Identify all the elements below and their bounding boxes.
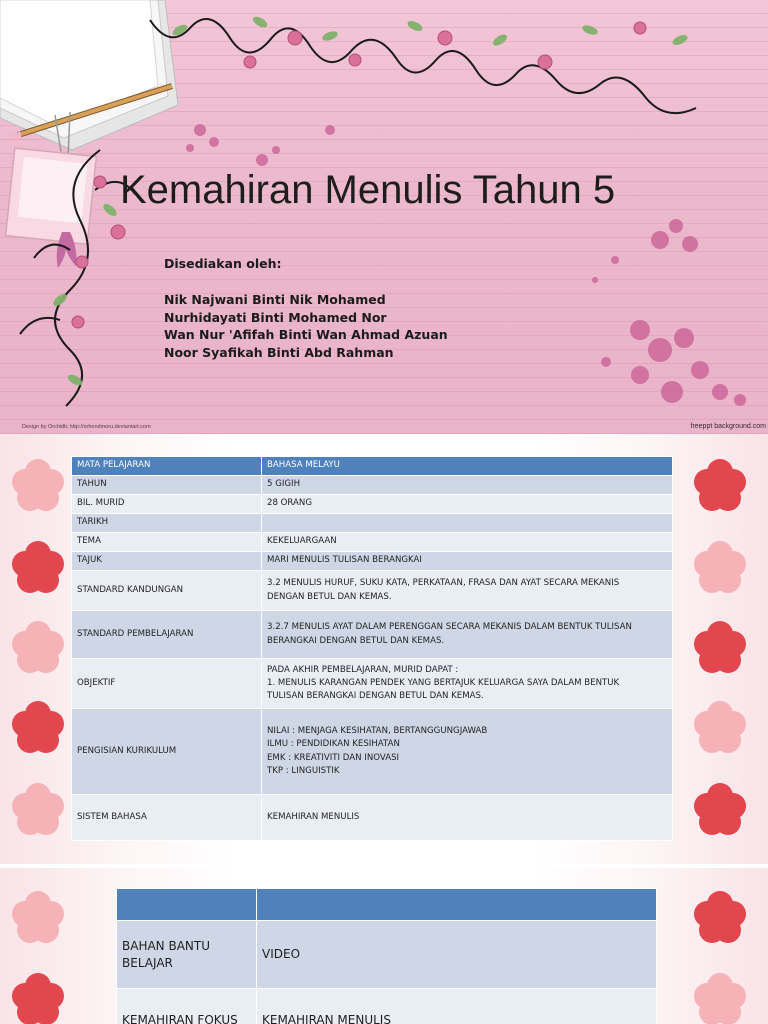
table-row <box>117 989 657 1024</box>
teaching-aids-table <box>116 888 657 1024</box>
row-value <box>262 611 673 659</box>
row-value: KEMAHIRAN MENULIS <box>262 795 673 841</box>
table-row <box>72 709 673 795</box>
lesson-details-slide <box>0 434 768 864</box>
table-row <box>72 495 673 514</box>
row-value: 28 ORANG <box>262 495 673 514</box>
table-row <box>72 533 673 552</box>
table-row <box>72 514 673 533</box>
row-label: KEMAHIRAN FOKUS <box>117 989 257 1024</box>
row-value-line: 1. MENULIS KARANGAN PENDEK YANG BERTAJUK KELUARGA SAYA DALAM BENTUK <box>267 677 620 688</box>
table-header-row <box>72 457 673 476</box>
table-row <box>72 795 673 841</box>
floral-decoration <box>0 0 768 434</box>
row-label-line: BAHAN BANTU <box>122 938 210 953</box>
author-name: Noor Syafikah Binti Abd Rahman <box>164 344 394 360</box>
row-value <box>262 571 673 611</box>
row-value-line: ILMU : PENDIDIKAN KESIHATAN <box>267 739 400 750</box>
slide-title: Kemahiran Menulis Tahun 5 <box>120 168 616 212</box>
row-label: TEMA <box>72 533 262 552</box>
row-value-line: TULISAN BERANGKAI DENGAN BETUL DAN KEMAS. <box>267 691 484 702</box>
row-value-line: EMK : KREATIVITI DAN INOVASI <box>267 752 400 763</box>
row-value-line: TKP : LINGUISTIK <box>267 765 340 776</box>
table-header-cell: MATA PELAJARAN <box>72 457 262 476</box>
row-value: KEKELUARGAAN <box>262 533 673 552</box>
table-row <box>72 611 673 659</box>
row-label-line: BELAJAR <box>122 955 173 970</box>
table-row <box>72 552 673 571</box>
table-row <box>72 659 673 709</box>
table-row <box>72 476 673 495</box>
design-credit: Design by Orchidlc http://orhondmoru.deviantart.com <box>22 424 151 430</box>
row-label: PENGISIAN KURIKULUM <box>72 709 262 795</box>
row-label: OBJEKTIF <box>72 659 262 709</box>
author-name: Nik Najwani Binti Nik Mohamed <box>164 292 386 307</box>
table-row <box>72 571 673 611</box>
row-value-line: NILAI : MENJAGA KESIHATAN, BERTANGGUNGJAWAB <box>267 725 488 736</box>
row-label: TAJUK <box>72 552 262 571</box>
row-value <box>262 659 673 709</box>
prepared-by-label: Disediakan oleh: <box>164 256 282 271</box>
row-label <box>117 921 257 989</box>
watermark-credit: freeppt background.com <box>690 423 766 430</box>
row-value <box>262 514 673 533</box>
row-value-line: 3.2.7 MENULIS AYAT DALAM PERENGGAN SECARA MEKANIS DALAM BENTUK TULISAN <box>267 622 632 633</box>
row-label: BIL. MURID <box>72 495 262 514</box>
table-header-row <box>117 889 657 921</box>
row-value: KEMAHIRAN MENULIS <box>257 989 657 1024</box>
row-value: MARI MENULIS TULISAN BERANGKAI <box>262 552 673 571</box>
row-label: STANDARD PEMBELAJARAN <box>72 611 262 659</box>
row-value: VIDEO <box>257 921 657 989</box>
table-header-cell: BAHASA MELAYU <box>262 457 673 476</box>
row-value-line: PADA AKHIR PEMBELAJARAN, MURID DAPAT : <box>267 664 459 675</box>
row-label: TARIKH <box>72 514 262 533</box>
author-list <box>164 291 448 361</box>
row-value: 5 GIGIH <box>262 476 673 495</box>
author-name: Nurhidayati Binti Mohamed Nor <box>164 309 387 325</box>
table-header-cell <box>257 889 657 921</box>
row-label: SISTEM BAHASA <box>72 795 262 841</box>
row-value-line: 3.2 MENULIS HURUF, SUKU KATA, PERKATAAN, FRASA DAN AYAT SECARA MEKANIS <box>267 578 620 589</box>
row-value <box>262 709 673 795</box>
row-label: TAHUN <box>72 476 262 495</box>
table-header-cell <box>117 889 257 921</box>
row-value-line: DENGAN BETUL DAN KEMAS. <box>267 591 392 602</box>
row-label: STANDARD KANDUNGAN <box>72 571 262 611</box>
table-row <box>117 921 657 989</box>
title-slide <box>0 0 768 434</box>
lesson-info-table <box>71 456 673 841</box>
author-name: Wan Nur 'Afifah Binti Wan Ahmad Azuan <box>164 327 448 343</box>
row-value-line: BERANGKAI DENGAN BETUL DAN KEMAS. <box>267 635 445 646</box>
teaching-aids-slide <box>0 868 768 1024</box>
